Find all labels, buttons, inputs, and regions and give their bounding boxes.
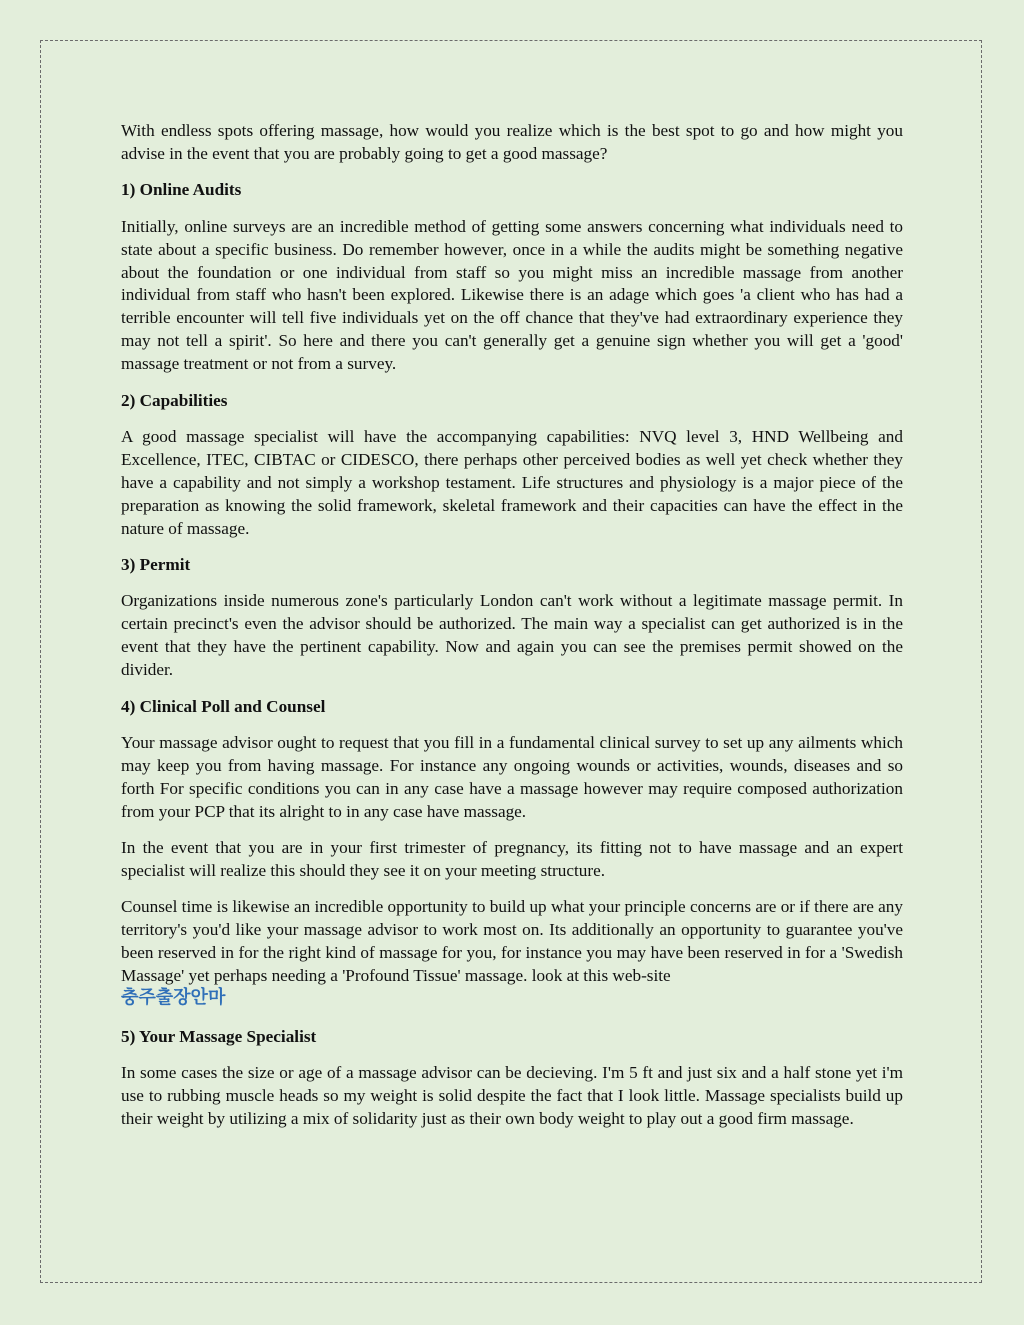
section-heading-capabilities: 2) Capabilities <box>121 390 228 410</box>
document-body <box>121 120 903 1145</box>
clinical-poll-paragraph-2: In the event that you are in your first trimester of pregnancy, its fitting not to have massage and an expert specialist will realize this should they see it on your meeting structure. <box>121 838 903 880</box>
website-link[interactable]: 충주출장안마 <box>121 987 226 1008</box>
section-heading-massage-specialist: 5) Your Massage Specialist <box>121 1027 317 1046</box>
section-heading-permit: 3) Permit <box>121 555 191 574</box>
online-audits-paragraph: Initially, online surveys are an incredible method of getting some answers concerning what individuals need to state about a specific business. Do remember however, once in a while the audits might be something negative about the foundation or one individual from staff so you might miss an incredible massage from another individual from staff who hasn't been explored. Likewise there is an adage which goes 'a client who has had a terrible encounter will tell five individuals yet on the off chance that they've had extraordinary experience they may not tell a spirit'. So here and there you can't generally get a genuine sign whether you will get a 'good' massage treatment or not from a survey. <box>121 216 903 374</box>
clinical-poll-paragraph-1: Your massage advisor ought to request that you fill in a fundamental clinical survey to set up any ailments which may keep you from having massage. For instance any ongoing wounds or activities, wounds, diseases and so forth For specific conditions you can in any case have a massage however may require composed authorization from your PCP that its alright to in any case have massage. <box>121 732 903 821</box>
massage-specialist-paragraph: In some cases the size or age of a massage advisor can be decieving. I'm 5 ft and just six and a half stone yet i'm use to rubbing muscle heads so my weight is solid despite the fact that I look little. Massage specialists build up their weight by utilizing a mix of solidarity just as their own body weight to play out a good firm massage. <box>121 1063 903 1129</box>
link-row <box>121 984 903 1012</box>
capabilities-paragraph: A good massage specialist will have the accompanying capabilities: NVQ level 3, HND Wellbeing and Excellence, ITEC, CIBTAC or CIDESCO, there perhaps other perceived bodies as well yet check whether they have a capability and not simply a workshop testament. Life structures and physiology is a major piece of the preparation as knowing the solid framework, skeletal framework and their capacities can have the effect in the nature of massage. <box>121 426 903 538</box>
intro-paragraph: With endless spots offering massage, how would you realize which is the best spot to go and how might you advise in the event that you are probably going to get a good massage? <box>121 121 903 163</box>
section-heading-online-audits: 1) Online Audits <box>121 180 242 200</box>
clinical-poll-paragraph-3: Counsel time is likewise an incredible opportunity to build up what your principle concerns are or if there are any territory's you'd like your massage advisor to work most on. Its additionally an opportunity to guarantee you've been reserved in for the right kind of massage for you, for instance you may have been reserved in for a 'Swedish Massage' yet perhaps needing a 'Profound Tissue' massage. look at this web-site <box>121 897 903 986</box>
section-heading-clinical-poll: 4) Clinical Poll and Counsel <box>121 696 326 716</box>
permit-paragraph: Organizations inside numerous zone's particularly London can't work without a legitimate massage permit. In certain precinct's even the advisor should be authorized. The main way a specialist can get authorized is in the event that they have the pertinent capability. Now and again you can see the premises permit showed on the divider. <box>121 591 903 680</box>
